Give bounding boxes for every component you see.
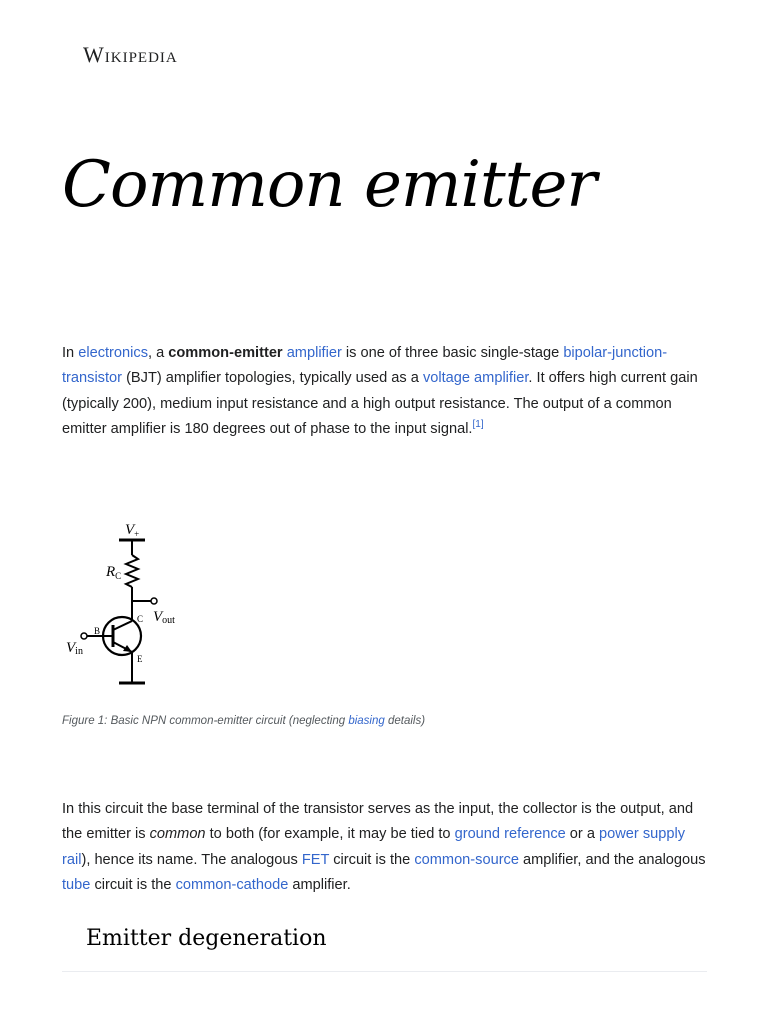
body-text: to both (for example, it may be tied to [205,826,455,843]
body-text: or a [565,826,600,843]
label-rc: $R_C$ [106,564,122,581]
section-heading[interactable]: Emitter degeneration [86,926,327,951]
body-italic: common [149,826,206,843]
label-vplus: $V_+$ [125,522,140,539]
body-text: ), hence its name. The analogous [81,851,302,868]
intro-text: , a [148,345,169,361]
label-vin: Vin [66,640,83,657]
link-tube[interactable]: tube [62,876,91,893]
body-text: circuit is the [329,851,415,868]
caption-text: Figure 1: Basic NPN common-emitter circuit (neglecting [62,715,349,727]
intro-text: . It offers high current gain (typically 200), medium input resistance and a high output resistance. The output of a common emitter amplifier is 180 degrees out of phase to the input signal. [62,370,698,437]
body-text: In this circuit the base terminal of the transistor serves as the input, the collector is the output, and the emitter is [62,801,694,843]
body-text: amplifier, and the analogous [518,851,706,868]
label-pin-b: B [94,626,101,636]
wikipedia-wordmark[interactable]: Wikipedia [83,42,178,67]
link-power-supply-rail[interactable]: power supply rail [62,826,686,868]
term-bold: common-emitter [168,345,283,361]
link-common-cathode[interactable]: common-cathode [175,876,289,893]
label-pin-e: E [137,654,143,664]
body-text: amplifier. [288,876,351,893]
reference-1[interactable]: [1] [472,419,484,431]
npn-circuit-diagram[interactable] [62,515,192,690]
label-pin-c: C [137,614,144,624]
section-divider [62,971,707,972]
label-vout: Vout [153,609,175,626]
link-amplifier[interactable]: amplifier [286,345,342,361]
link-voltage-amplifier[interactable]: voltage amplifier [422,370,529,387]
link-biasing[interactable]: biasing [348,715,385,727]
body-text: circuit is the [90,876,176,893]
page-title: Common emitter [62,148,596,222]
figure-caption [62,715,425,727]
link-common-source[interactable]: common-source [414,851,519,868]
link-electronics[interactable]: electronics [78,345,148,361]
link-bjt[interactable]: bipolar-junction-transistor [62,345,668,387]
caption-text: details) [384,715,426,727]
link-fet[interactable]: FET [301,851,330,868]
intro-paragraph [62,341,710,442]
link-ground-reference[interactable]: ground reference [454,826,566,843]
intro-text: In [62,345,79,361]
intro-text: is one of three basic single-stage [341,345,564,361]
intro-text: (BJT) amplifier topologies, typically used as a [122,370,423,387]
body-paragraph [62,797,710,898]
